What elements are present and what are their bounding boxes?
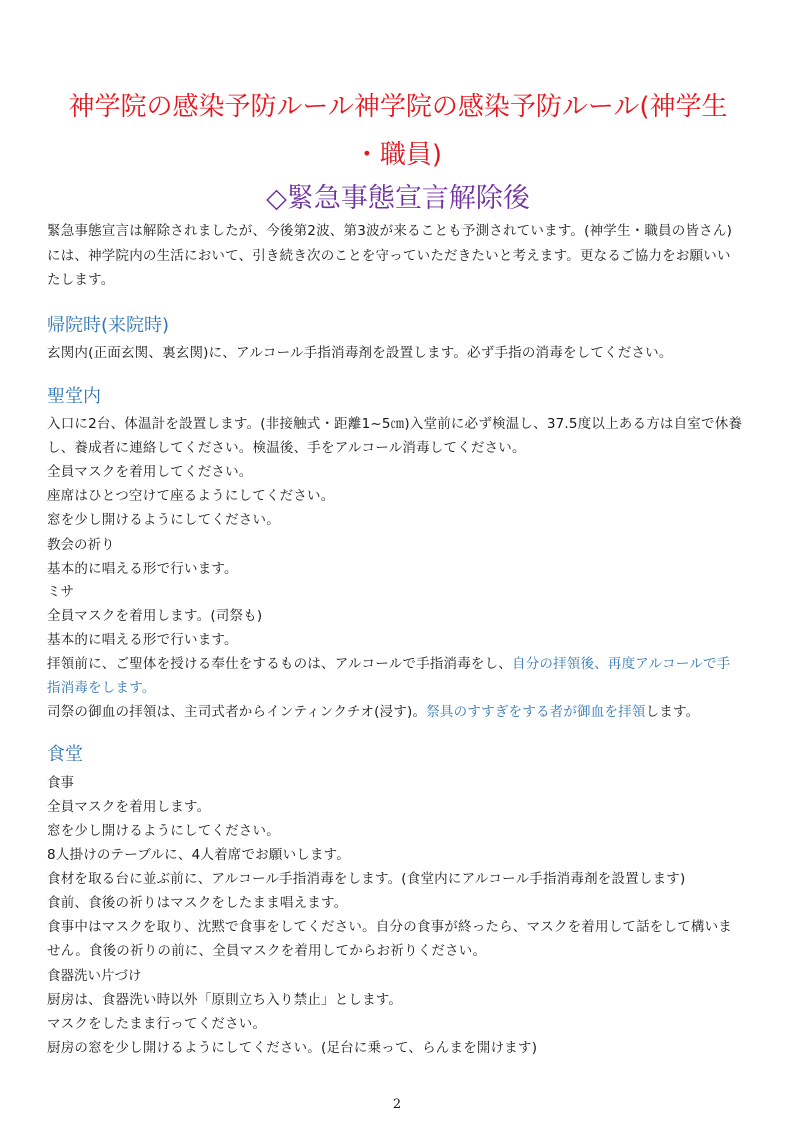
document-subtitle: ◇緊急事態宣言解除後 bbox=[266, 183, 530, 214]
prayer-line: 基本的に唱える形で行います。 bbox=[47, 561, 238, 577]
seido-line: 入口に2台、体温計を設置します。(非接触式・距離1~5㎝)入堂前に必ず検温し、37.5度以上ある方は自室で休養 bbox=[47, 416, 743, 432]
meal-line: 食事中はマスクを取り、沈黙で食事をしてください。自分の食事が終ったら、マスクを着用して話をして構いま bbox=[47, 919, 732, 935]
meal-line: 食材を取る台に並ぶ前に、アルコール手指消毒をします。(食堂内にアルコール手指消毒剤を設置します) bbox=[47, 871, 686, 887]
mass-text-highlight: 祭具のすすぎをする者が御血を拝領 bbox=[426, 704, 646, 720]
mass-text-highlight: 自分の拝領後、再度アルコールで手 bbox=[512, 656, 731, 672]
dishwashing-line: マスクをしたまま行ってください。 bbox=[47, 1016, 267, 1032]
subheading-meal: 食事 bbox=[47, 775, 74, 791]
section-heading-seido: 聖堂内 bbox=[47, 386, 101, 407]
subheading-mass: ミサ bbox=[47, 584, 74, 600]
meal-line: 全員マスクを着用します。 bbox=[47, 799, 211, 815]
subheading-dishwashing: 食器洗い片づけ bbox=[47, 968, 142, 984]
section-heading-shokudo: 食堂 bbox=[47, 744, 83, 765]
subheading-prayer: 教会の祈り bbox=[47, 537, 115, 553]
seido-line: 全員マスクを着用してください。 bbox=[47, 464, 253, 480]
meal-line: 食前、食後の祈りはマスクをしたまま唱えます。 bbox=[47, 895, 348, 911]
meal-line: 窓を少し開けるようにしてください。 bbox=[47, 823, 280, 839]
mass-line bbox=[47, 655, 730, 673]
mass-line: 基本的に唱える形で行います。 bbox=[47, 632, 238, 648]
mass-line: 全員マスクを着用します。(司祭も) bbox=[47, 608, 263, 624]
mass-line bbox=[47, 679, 156, 697]
intro-line: には、神学院内の生活において、引き続き次のことを守っていただきたいと考えます。更なるご協力をお願いい bbox=[47, 248, 731, 264]
meal-line: 8人掛けのテーブルに、4人着席でお願いします。 bbox=[47, 847, 350, 863]
meal-line: せん。食後の祈りの前に、全員マスクを着用してからお祈りください。 bbox=[47, 943, 487, 959]
mass-text-highlight: 指消毒をします。 bbox=[47, 680, 156, 696]
mass-line bbox=[47, 703, 699, 721]
mass-text: します。 bbox=[645, 704, 700, 720]
intro-line: 緊急事態宣言は解除されましたが、今後第2波、第3波が来ることも予測されています。(神学生・職員の皆さん) bbox=[47, 223, 733, 239]
seido-line: 窓を少し開けるようにしてください。 bbox=[47, 512, 280, 528]
seido-line: 座席はひとつ空けて座るようにしてください。 bbox=[47, 488, 335, 504]
document-title-line2: ・職員) bbox=[353, 140, 443, 170]
kiin-line: 玄関内(正面玄関、裏玄関)に、アルコール手指消毒剤を設置します。必ず手指の消毒をしてください。 bbox=[47, 345, 673, 361]
section-heading-kiin: 帰院時(来院時) bbox=[47, 315, 170, 336]
mass-text: 拝領前に、ご聖体を授ける奉仕をするものは、アルコールで手指消毒をし、 bbox=[47, 656, 512, 672]
mass-text: 司祭の御血の拝領は、主司式者からインティンクチオ(浸す)。 bbox=[47, 704, 427, 720]
dishwashing-line: 厨房は、食器洗い時以外「原則立ち入り禁止」とします。 bbox=[47, 992, 403, 1008]
seido-line: し、養成者に連絡してください。検温後、手をアルコール消毒してください。 bbox=[47, 440, 526, 456]
page-number: 2 bbox=[392, 1097, 402, 1112]
dishwashing-line: 厨房の窓を少し開けるようにしてください。(足台に乗って、らんまを開けます) bbox=[47, 1040, 538, 1056]
document-title-line1: 神学院の感染予防ルール神学院の感染予防ルール(神学生 bbox=[68, 92, 728, 122]
intro-line: たします。 bbox=[47, 272, 115, 288]
